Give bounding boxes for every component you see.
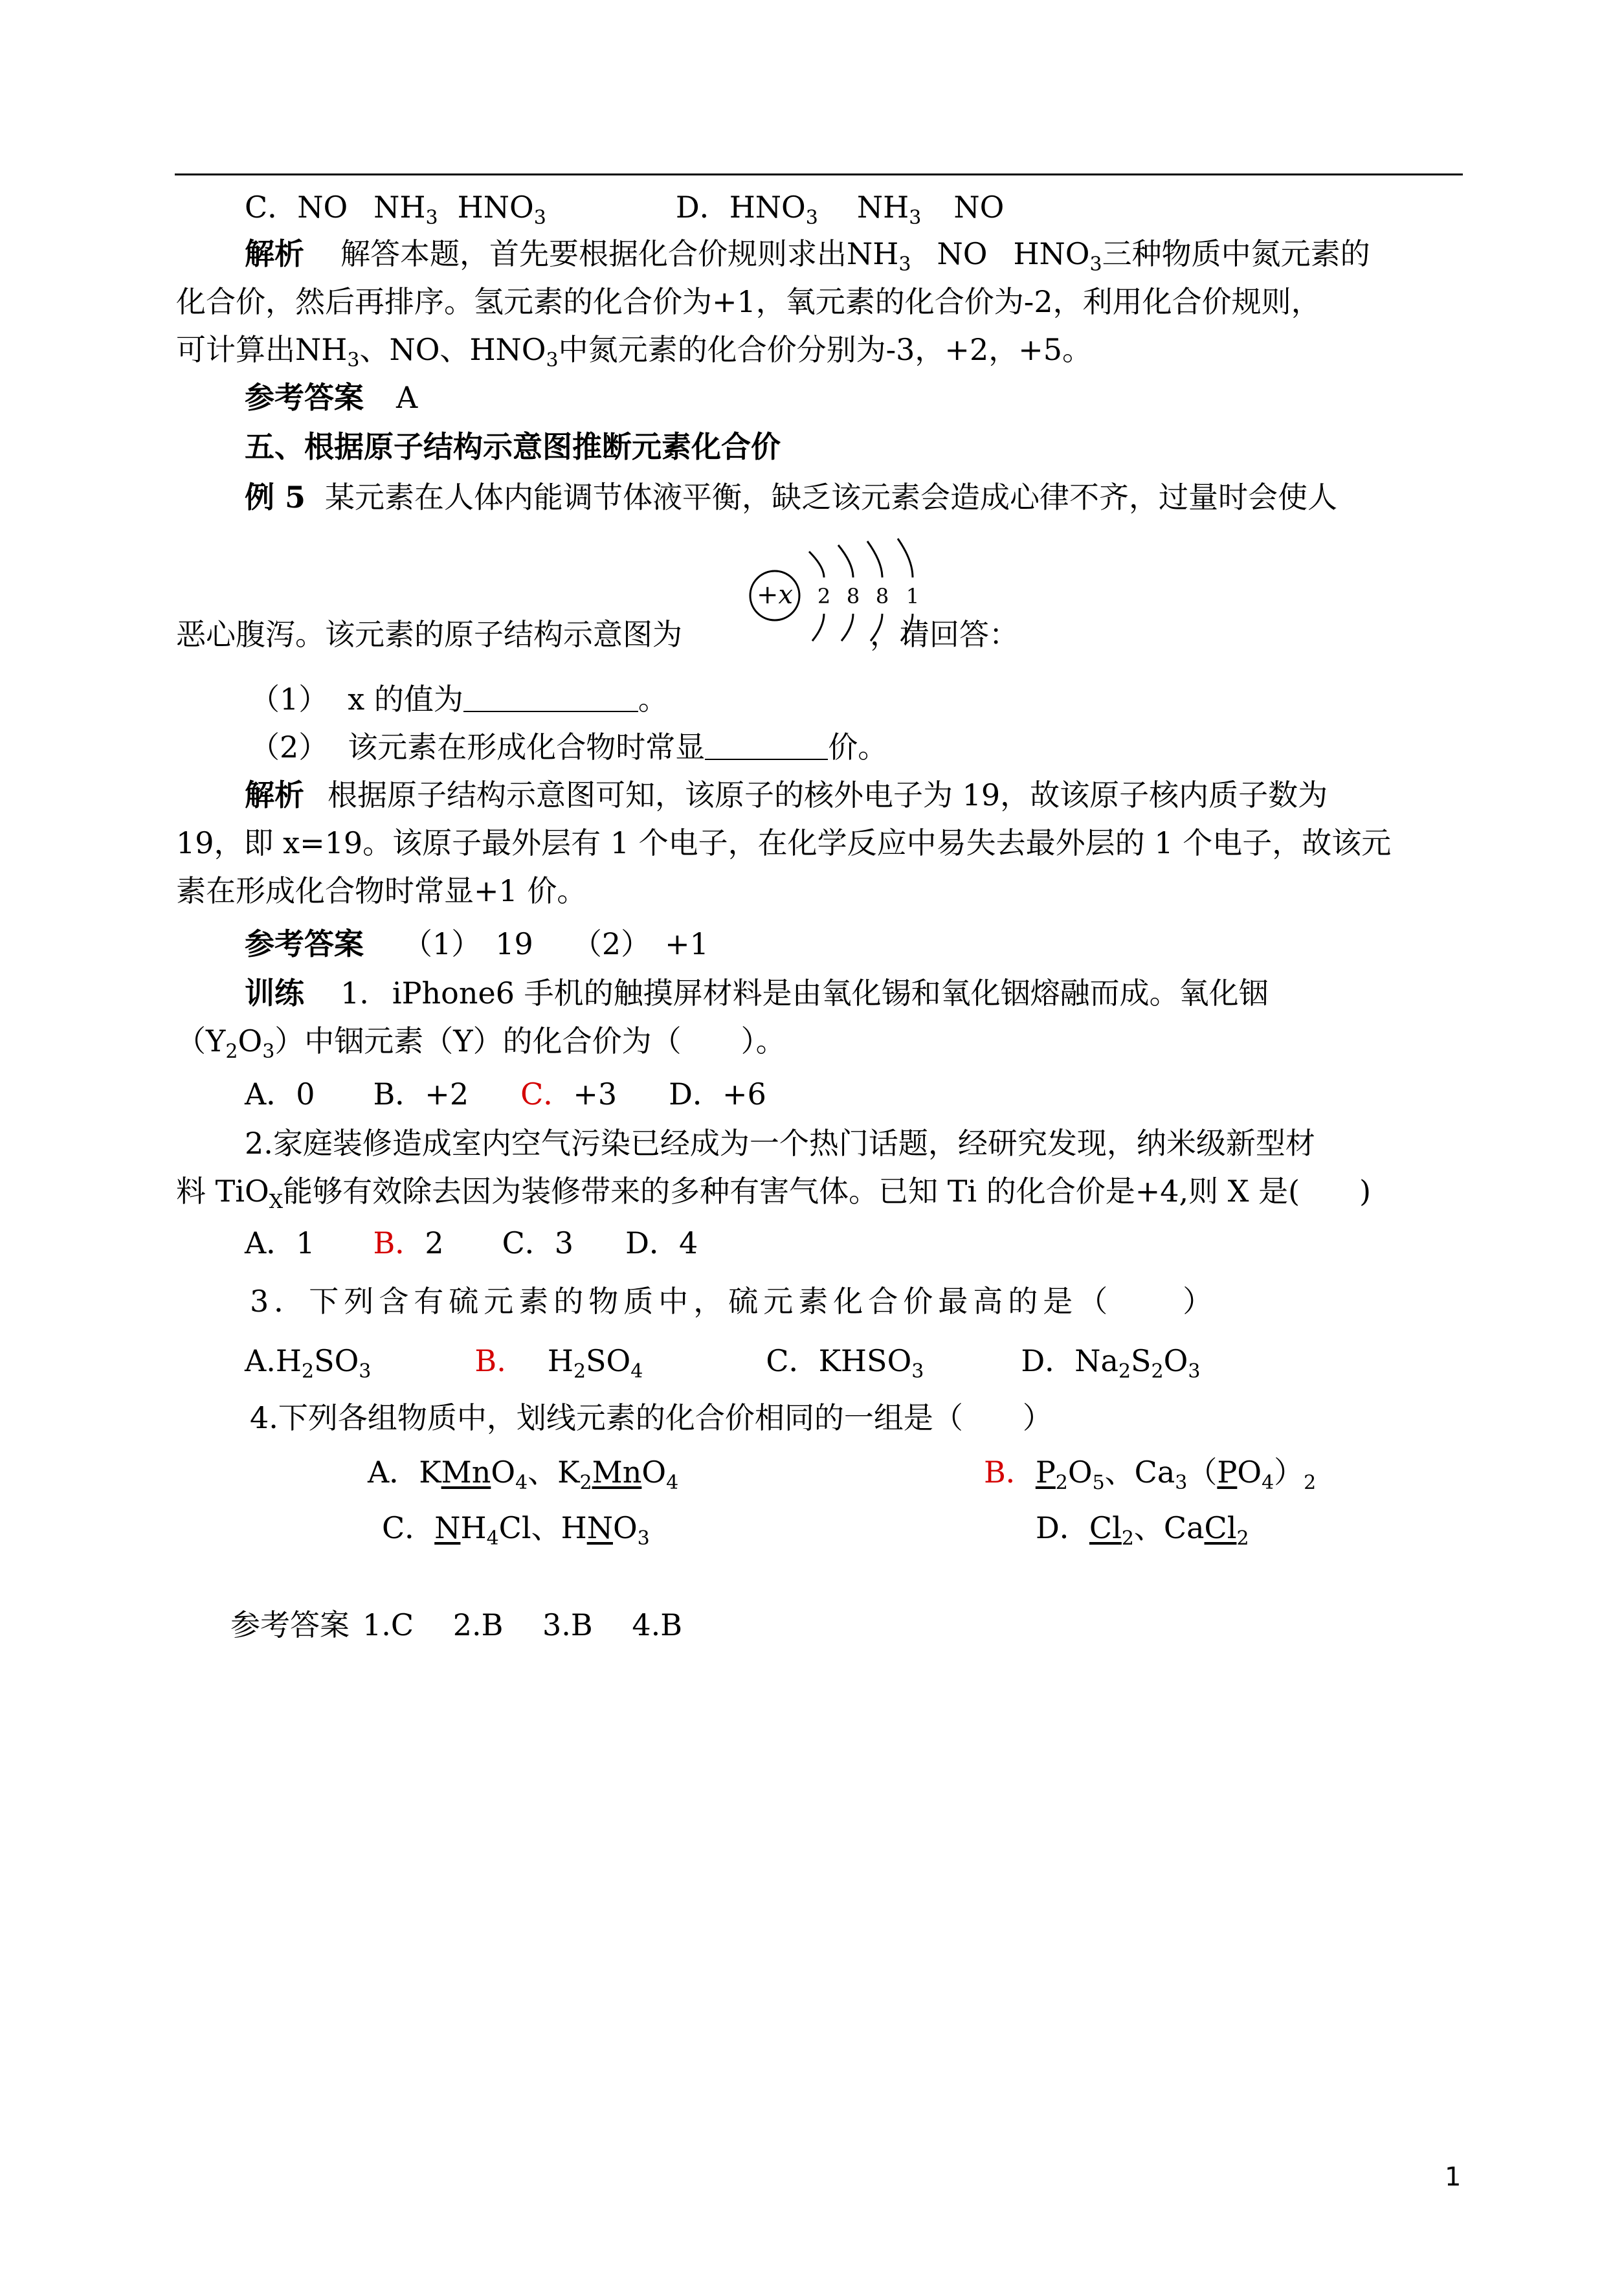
shell-3-count: 8: [875, 584, 889, 609]
nucleus-label: +x: [756, 580, 794, 610]
training-4-option-c: C．$NH_4Cl$、$HNO_3$: [382, 1510, 650, 1550]
training-4-option-b: B．$P_2O_5$、$Ca_3(PO_4)_2$: [984, 1455, 1317, 1494]
training-1-line-2: $(Y_2O_3)$中铟元素（Y）的化合价为（ ）。: [176, 1023, 786, 1063]
answer-2: 参考答案 （1） 19 （2） +1: [245, 926, 709, 961]
training-4-option-d: D．$Cl_2$、CaCl$_2$: [1036, 1510, 1249, 1550]
question-2: （2） 该元素在形成化合物时常显 价。: [250, 730, 888, 765]
options-line-cd: C．NO $NH_3$ $HNO_3$ D．$HNO_3$ $NH_3$ NO: [245, 190, 1005, 229]
shell-2-count: 8: [846, 584, 860, 609]
page-number: 1: [1445, 2162, 1462, 2192]
training-4-question: 4.下列各组物质中，划线元素的化合价相同的一组是（ ）: [250, 1400, 1052, 1435]
analysis-1-line-3: 可计算出$NH_3$、NO、$HNO_3$中氮元素的化合价分别为-3，+2，+5。: [176, 332, 1093, 372]
answer-blank-1[interactable]: [463, 684, 638, 712]
example-5-line-2: 恶心腹泻。该元素的原子结构示意图为 ，请回答：: [176, 617, 1019, 652]
question-1: （1） x 的值为 。: [250, 682, 668, 717]
section-heading: 五、根据原子结构示意图推断元素化合价: [245, 429, 781, 464]
shell-1-count: 2: [817, 584, 831, 609]
analysis-1-line-1: 解析 解答本题，首先要根据化合价规则求出$NH_3$ NO $HNO_3$三种物质中氮元素的: [245, 236, 1370, 276]
analysis-2-line-2: 19，即 x=19。该原子最外层有 1 个电子，在化学反应中易失去最外层的 1 个电子，故该元: [176, 825, 1392, 860]
training-1-line-1: 训练 1. iPhone6 手机的触摸屏材料是由氧化锡和氧化铟熔融而成。氧化铟: [245, 976, 1269, 1011]
analysis-2-line-3: 素在形成化合物时常显+1 价。: [176, 873, 587, 908]
training-2-line-2: 料 TiO$_X$能够有效除去因为装修带来的多种有害气体。已知 Ti 的化合价是+4,则 X 是( ): [176, 1174, 1372, 1213]
training-3-question: 3．下列含有硫元素的物质中，硫元素化合价最高的是（ ）: [250, 1284, 1218, 1319]
training-2-line-1: 2.家庭装修造成室内空气污染已经成为一个热门话题，经研究发现，纳米级新型材: [245, 1126, 1315, 1161]
answer-1: 参考答案 A: [245, 380, 418, 415]
correct-option-marker: B.: [474, 1343, 506, 1378]
correct-option-marker: C．: [520, 1077, 573, 1112]
final-answer-key: 参考答案 1.C 2.B 3.B 4.B: [230, 1607, 683, 1642]
training-4-option-a: A．KMnO$_4$、$K_2MnO_4$: [368, 1455, 679, 1494]
answer-blank-2[interactable]: [705, 732, 828, 760]
shell-4-count: 1: [906, 584, 920, 609]
correct-option-marker: B．: [373, 1225, 425, 1260]
training-2-options: A．1 B．2 C．3 D．4: [245, 1225, 698, 1260]
header-rule: [175, 173, 1463, 175]
analysis-2-line-1: 解析 根据原子结构示意图可知，该原子的核外电子为 19，故该原子核内质子数为: [245, 777, 1328, 812]
correct-option-marker: B．: [984, 1455, 1036, 1490]
training-1-options: A．0 B．+2 C．+3 D．+6: [245, 1077, 766, 1112]
example-5-line-1: 例 5 某元素在人体内能调节体液平衡，缺乏该元素会造成心律不齐，过量时会使人: [245, 480, 1338, 515]
training-3-options: $A.H_2SO_3$ B. $H_2SO_4$ C．$KHSO_3$ D．$Na_2S_2O_3$: [245, 1343, 1201, 1383]
analysis-1-line-2: 化合价，然后再排序。氢元素的化合价为+1，氧元素的化合价为-2，利用化合价规则，: [176, 284, 1321, 319]
